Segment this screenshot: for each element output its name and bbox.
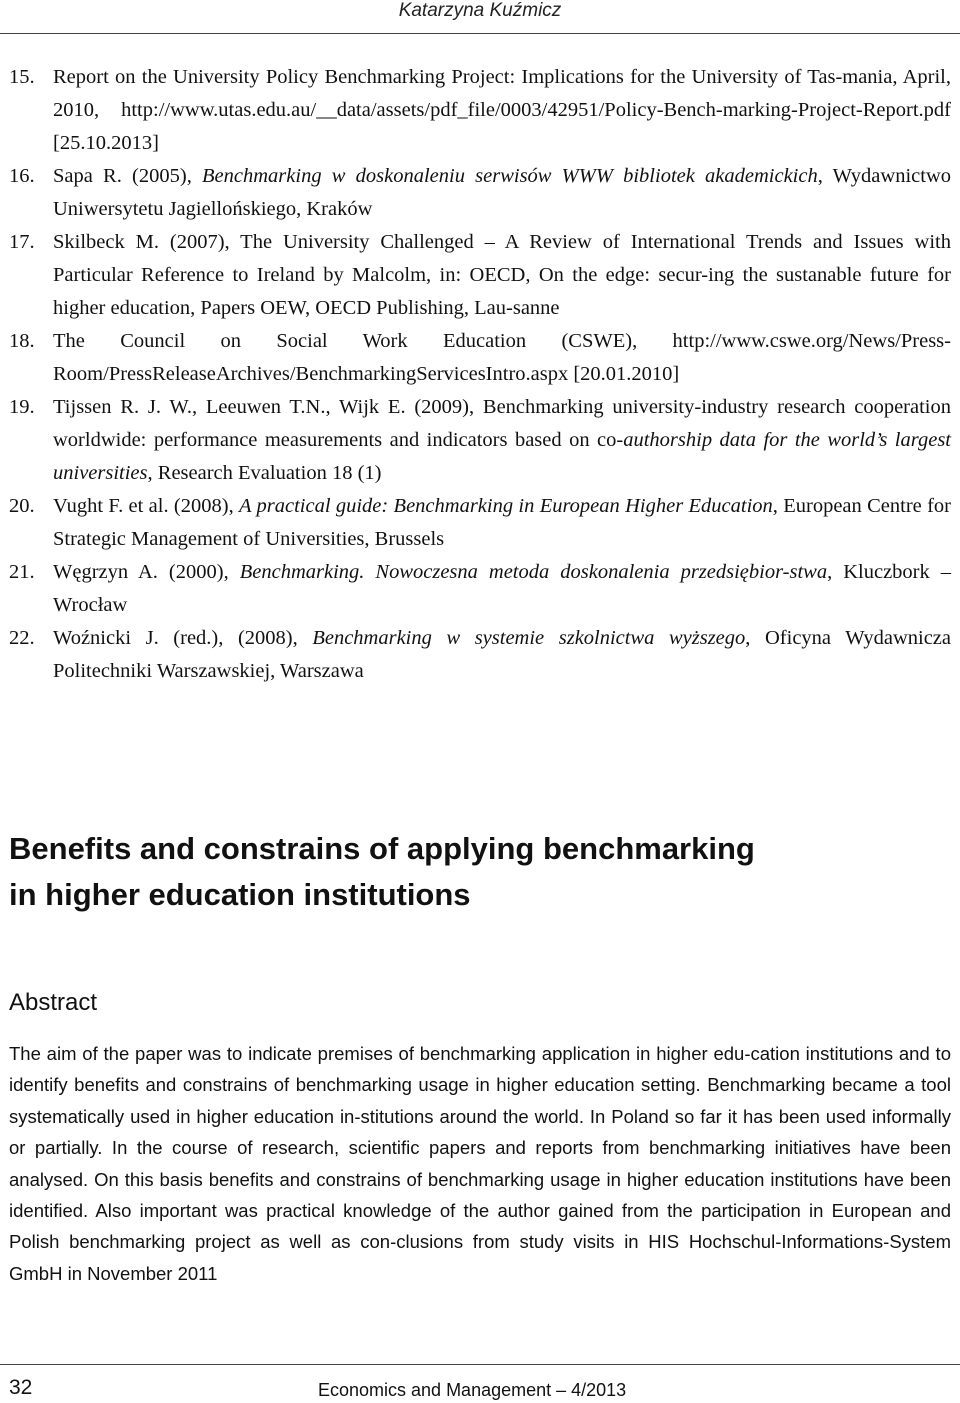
abstract-body: The aim of the paper was to indicate premises of benchmarking application in higher edu-cation institutions and to identify benefits and constrains of benchmarking usage in higher education setting. Benchmarking became a tool systematically used in higher education in-stitutions around the world. In Poland so far it has been used informally or partially. In the course of research, scientific papers and reports from benchmarking initiatives have been analysed. On this basis benefits and constrains of benchmarking usage in higher education institutions have been identified. Also important was practical knowledge of the author gained from the participation in European and Polish benchmarking project as well as con-clusions from study visits in HIS Hochschul-Informations-System GmbH in November 2011 (9, 1043, 951, 1284)
reference-item (9, 226, 951, 325)
abstract-heading: Abstract (9, 989, 98, 1016)
reference-text: Vught F. et al. (2008), (53, 495, 240, 517)
reference-publisher: , Research Evaluation 18 (1) (147, 462, 382, 484)
header-divider (0, 33, 960, 34)
reference-item (9, 622, 951, 688)
section-title-line: Benefits and constrains of applying benchmarking (9, 831, 755, 866)
footer-divider (0, 1364, 960, 1365)
reference-item (9, 325, 951, 391)
reference-item (9, 556, 951, 622)
reference-number: 20. (9, 495, 35, 517)
reference-item (9, 61, 951, 160)
reference-number: 15. (9, 66, 35, 88)
page-number: 32 (9, 1376, 33, 1399)
reference-publisher: , Kluczbork – Wrocław (53, 561, 952, 616)
section-title-line: in higher education institutions (9, 877, 471, 912)
reference-number: 18. (9, 330, 35, 352)
reference-text: Węgrzyn A. (2000), (53, 561, 240, 583)
reference-title: Benchmarking w doskonaleniu serwisów WWW bibliotek akademickich (202, 165, 818, 187)
reference-text: Woźnicki J. (red.), (2008), (53, 627, 313, 649)
reference-publisher: , Wydawnictwo Uniwersytetu Jagiellońskiego, Kraków (53, 165, 952, 220)
reference-title: A practical guide: Benchmarking in European Higher Education (239, 495, 773, 517)
reference-item (9, 490, 951, 556)
reference-title: Benchmarking w systemie szkolnictwa wyższego (312, 627, 746, 649)
reference-title: authorship data for the world’s largest universities (53, 429, 951, 484)
section-title (9, 826, 949, 918)
reference-text: The Council on Social Work Education (CSWE), http://www.cswe.org/News/Press-Room/PressReleaseArchives/BenchmarkingServicesIntro.aspx [20.01.2010] (53, 330, 951, 385)
reference-number: 22. (9, 627, 35, 649)
reference-number: 17. (9, 231, 35, 253)
reference-list (9, 61, 951, 688)
reference-publisher: , Oficyna Wydawnicza Politechniki Warszawskiej, Warszawa (53, 627, 951, 682)
reference-item (9, 391, 951, 490)
reference-text: Skilbeck M. (2007), The University Challenged – A Review of International Trends and Issues with Particular Reference to Ireland by Malcolm, in: OECD, On the edge: secur-ing the sustanable future for higher education, Papers OEW, OECD Publishing, Lau-sanne (53, 231, 951, 319)
reference-text: Report on the University Policy Benchmarking Project: Implications for the University of Tas-mania, April, 2010, http://www.utas.edu.au/__data/assets/pdf_file/0003/42951/Policy-Bench-marking-Project-Report.pdf [25.10.2013] (53, 66, 951, 154)
reference-number: 21. (9, 561, 35, 583)
reference-number: 16. (9, 165, 35, 187)
reference-number: 19. (9, 396, 35, 418)
reference-text: Sapa R. (2005), (53, 165, 203, 187)
reference-title: Benchmarking. Nowoczesna metoda doskonalenia przedsiębior-stwa (239, 561, 828, 583)
journal-footer: Economics and Management – 4/2013 (318, 1380, 627, 1400)
running-header-author: Katarzyna Kuźmicz (398, 0, 562, 21)
reference-text: Tijssen R. J. W., Leeuwen T.N., Wijk E. (2009), Benchmarking university-industry research cooperation worldwide: performance measurements and indicators based on co- (53, 396, 951, 451)
reference-item (9, 160, 951, 226)
reference-publisher: , European Centre for Strategic Management of Universities, Brussels (53, 495, 951, 550)
